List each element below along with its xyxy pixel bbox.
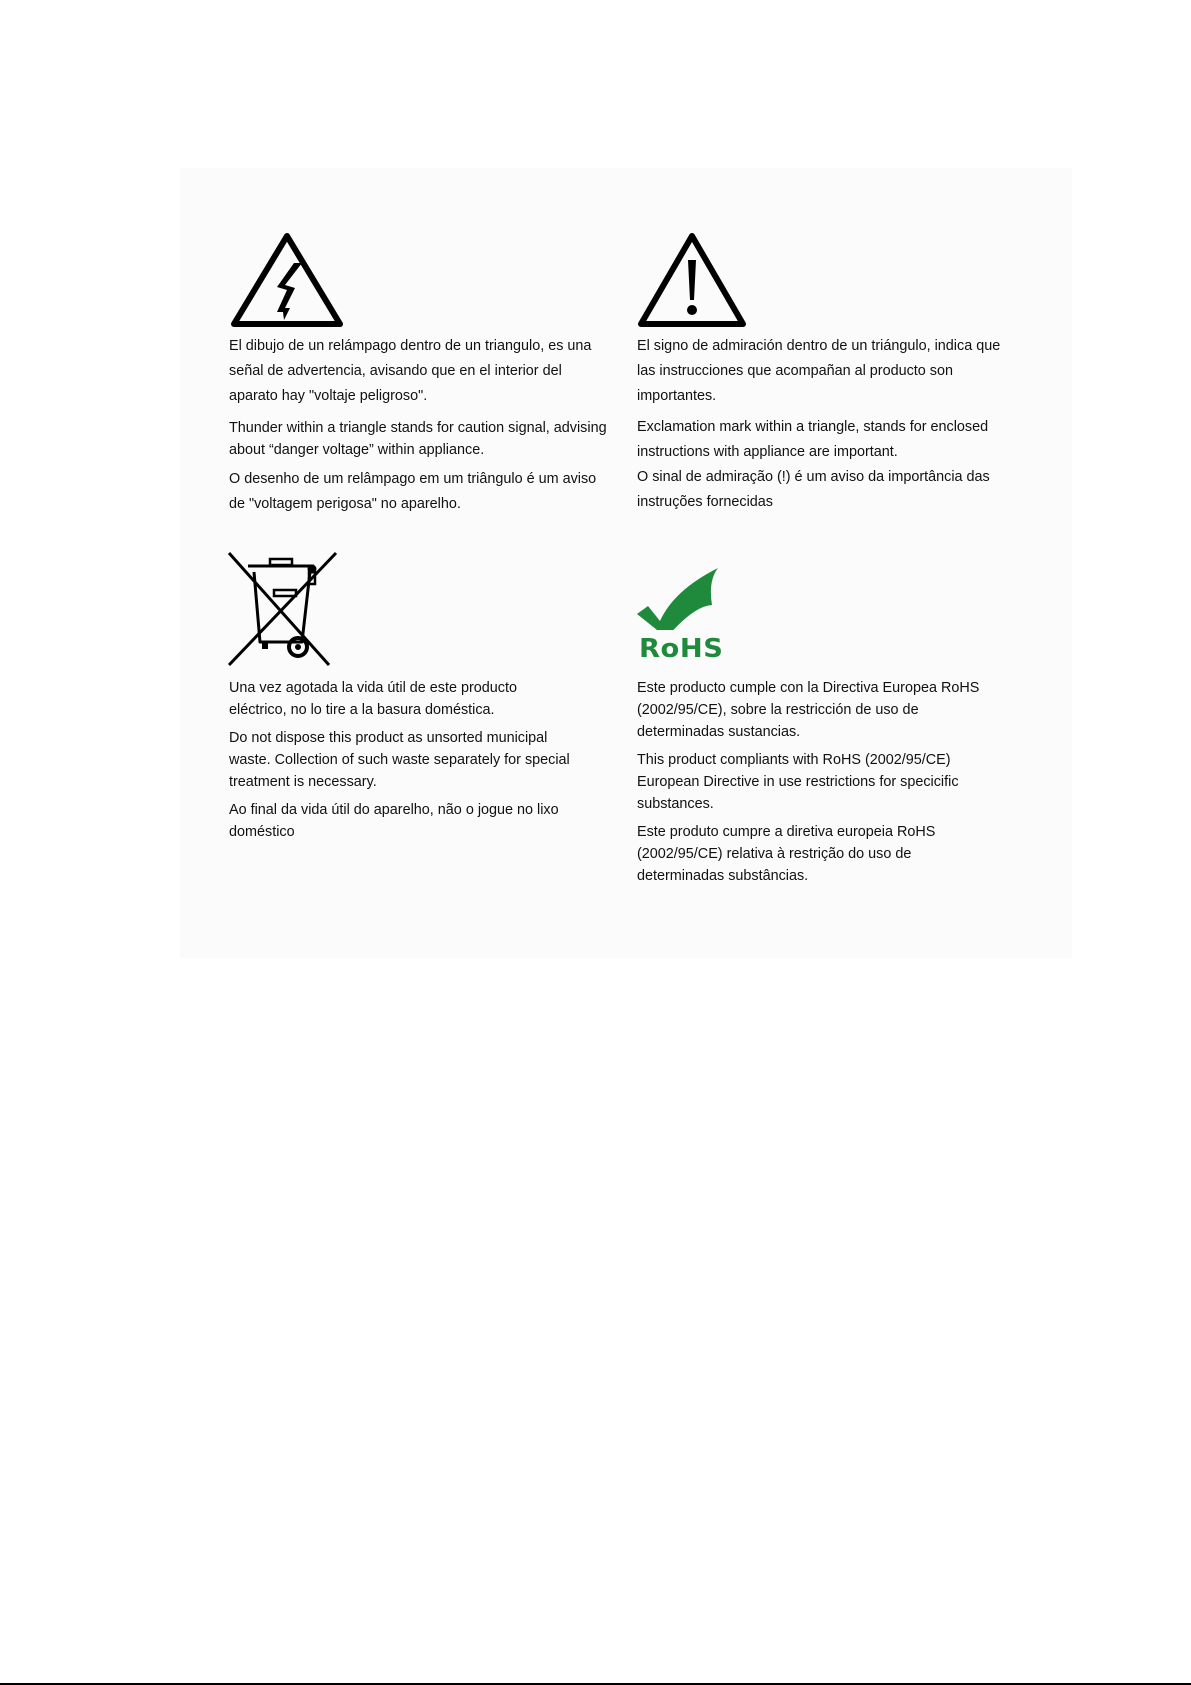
text-line: Thunder within a triangle stands for caution signal, advising	[229, 420, 607, 436]
lightning-warning-triangle-icon	[230, 230, 344, 330]
text-line: señal de advertencia, avisando que en el interior del	[229, 363, 562, 379]
text-line: European Directive in use restrictions for specicific	[637, 774, 959, 790]
exclamation-warning-triangle-icon	[637, 230, 747, 330]
text-line: waste. Collection of such waste separately for special	[229, 752, 570, 768]
rohs-es	[637, 677, 1027, 743]
text-line: eléctrico, no lo tire a la basura doméstica.	[229, 702, 495, 718]
rohs-en	[637, 749, 1027, 815]
rohs-logo-text: RoHS	[639, 634, 724, 664]
rohs-pt	[637, 821, 1027, 887]
weee-text	[229, 677, 619, 843]
text-line: Este produto cumpre a diretiva europeia RoHS	[637, 824, 936, 840]
text-line: Do not dispose this product as unsorted municipal	[229, 730, 548, 746]
text-line: about “danger voltage” within appliance.	[229, 442, 485, 458]
text-line: instruções fornecidas	[637, 494, 773, 510]
text-line: importantes.	[637, 388, 717, 404]
general-warning-text	[637, 334, 1027, 515]
text-line: Este producto cumple con la Directiva Europea RoHS	[637, 680, 980, 696]
general-warning-pt	[637, 465, 1027, 515]
text-line: This product compliants with RoHS (2002/95/CE)	[637, 752, 951, 768]
text-line: de "voltagem perigosa" no aparelho.	[229, 496, 461, 512]
text-line: Ao final da vida útil do aparelho, não o jogue no lixo	[229, 802, 559, 818]
text-line: treatment is necessary.	[229, 774, 377, 790]
text-line: Una vez agotada la vida útil de este producto	[229, 680, 518, 696]
text-line: las instrucciones que acompañan al producto son	[637, 363, 953, 379]
electric-warning-pt	[229, 467, 619, 517]
weee-es	[229, 677, 619, 721]
text-line: substances.	[637, 796, 714, 812]
text-line: doméstico	[229, 824, 295, 840]
rohs-checkmark-icon	[636, 566, 726, 630]
text-line: O desenho de um relâmpago em um triângulo é um aviso	[229, 471, 597, 487]
text-line: Exclamation mark within a triangle, stands for enclosed	[637, 419, 989, 435]
text-line: O sinal de admiração (!) é um aviso da importância das	[637, 469, 990, 485]
electric-warning-es	[229, 334, 619, 409]
electric-warning-text	[229, 334, 619, 517]
general-warning-en	[637, 415, 1027, 465]
weee-pt	[229, 799, 619, 843]
text-line: (2002/95/CE) relativa à restrição do uso de	[637, 846, 912, 862]
text-line: determinadas substâncias.	[637, 868, 809, 884]
crossed-out-wheelie-bin-icon	[226, 550, 340, 668]
text-line: aparato hay "voltaje peligroso".	[229, 388, 428, 404]
text-line: El signo de admiración dentro de un triángulo, indica que	[637, 338, 1001, 354]
text-line: determinadas sustancias.	[637, 724, 801, 740]
text-line: (2002/95/CE), sobre la restricción de uso de	[637, 702, 919, 718]
text-line: El dibujo de un relámpago dentro de un triangulo, es una	[229, 338, 592, 354]
general-warning-es	[637, 334, 1027, 409]
weee-en	[229, 727, 619, 793]
rohs-text	[637, 677, 1027, 887]
electric-warning-en	[229, 417, 619, 461]
text-line: instructions with appliance are important.	[637, 444, 898, 460]
